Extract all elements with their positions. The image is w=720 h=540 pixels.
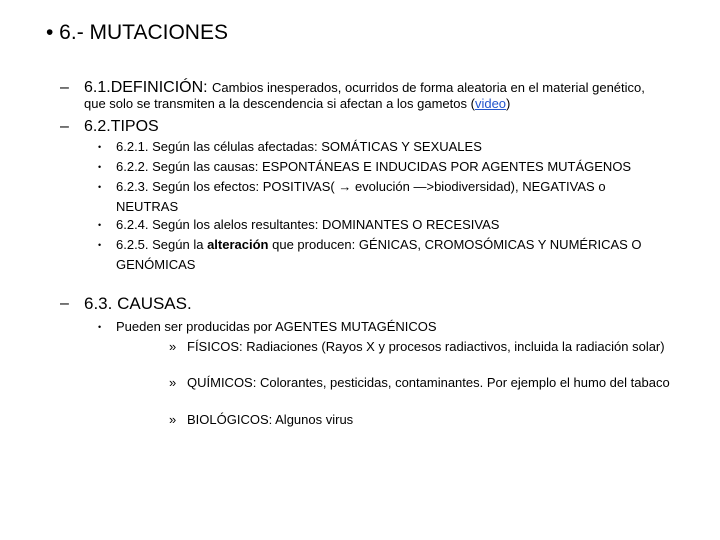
tipos-item-text-a: 6.2.5. Según la	[116, 237, 208, 252]
tipos-item-text: 6.2.4. Según los alelos resultantes: DOMINANTES O RECESIVAS	[116, 217, 500, 232]
dash-marker: –	[60, 79, 69, 96]
dash-marker: –	[60, 295, 69, 312]
tipos-item-4	[98, 215, 696, 235]
bullet-icon: •	[98, 162, 102, 172]
slide-title: • 6.- MUTACIONES	[46, 21, 228, 44]
alteracion-bold: alteración	[207, 237, 269, 252]
tipos-item-text: 6.2.1. Según las células afectadas: SOMÁTICAS Y SEXUALES	[116, 139, 482, 154]
bullet-icon: •	[98, 240, 102, 250]
tipos-item-text: 6.2.2. Según las causas: ESPONTÁNEAS E INDUCIDAS POR AGENTES MUTÁGENOS	[116, 159, 632, 174]
causas-item-fisicos	[169, 338, 677, 356]
dash-marker: –	[60, 118, 69, 135]
definicion-heading: 6.1.DEFINICIÓN:	[84, 79, 208, 96]
tipos-item-text: 6.2.3. Según los efectos: POSITIVAS( → evolución —>biodiversidad), NEGATIVAS o NEUTRAS	[116, 179, 606, 214]
definicion-text-line1: Cambios inesperados, ocurridos de forma aleatoria en el material genético,	[212, 80, 645, 95]
causas-item-text: BIOLÓGICOS: Algunos virus	[187, 412, 354, 427]
bullet-icon: •	[98, 322, 102, 332]
tipos-item-5	[98, 235, 688, 275]
definicion-text-b: )	[506, 96, 511, 111]
tipos-item-text-b: que producen: GÉNICAS, CROMOSÓMICAS Y NUMÉRICAS O GENÓMICAS	[116, 237, 642, 272]
causas-heading: 6.3. CAUSAS.	[84, 294, 192, 313]
tipos-item-3	[98, 177, 661, 217]
tipos-item-2	[98, 157, 696, 177]
causas-item-biologicos	[169, 411, 677, 429]
causas-item-text: FÍSICOS: Radiaciones (Rayos X y procesos radiactivos, incluida la radiación solar)	[187, 339, 665, 354]
causas-intro-text: Pueden ser producidas por AGENTES MUTAGÉNICOS	[116, 319, 437, 334]
definicion-text-a: que solo se transmiten a la descendencia si afectan a los gametos (	[84, 96, 475, 111]
sub-bullet-icon: »	[169, 375, 177, 390]
tipos-heading: 6.2.TIPOS	[84, 118, 159, 135]
bullet-icon: •	[98, 142, 102, 152]
sub-bullet-icon: »	[169, 339, 177, 354]
tipos-item-1	[98, 137, 696, 157]
right-arrow-icon: →	[338, 179, 352, 194]
bullet-icon: •	[98, 182, 102, 192]
bullet-icon: •	[98, 220, 102, 230]
definicion-text-line2	[84, 96, 510, 112]
video-link[interactable]: video	[474, 96, 507, 111]
causas-item-quimicos	[169, 374, 677, 392]
causas-intro	[98, 317, 696, 337]
sub-bullet-icon: »	[169, 412, 177, 427]
causas-item-text: QUÍMICOS: Colorantes, pesticidas, contaminantes. Por ejemplo el humo del tabaco	[187, 375, 670, 390]
